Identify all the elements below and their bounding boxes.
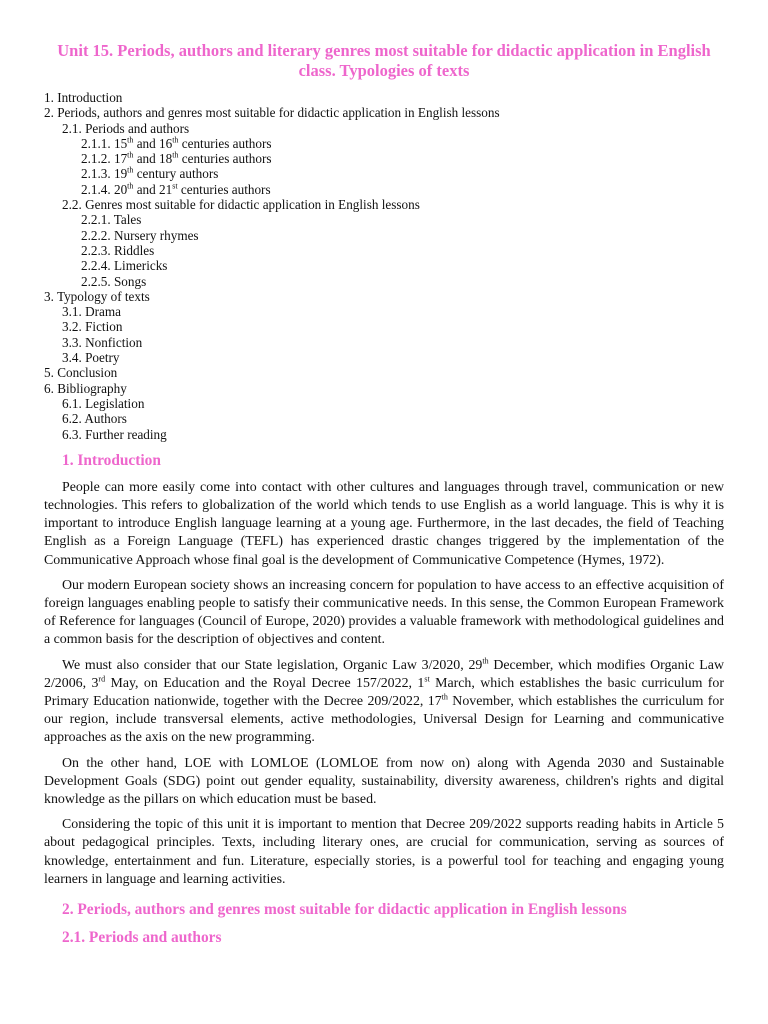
toc-item <box>44 151 724 166</box>
toc-item: 6.3. Further reading <box>62 426 167 442</box>
paragraph-sup: st <box>424 674 430 684</box>
toc-text: and 18 <box>133 151 173 167</box>
toc-item: 2.2.5. Songs <box>81 273 147 289</box>
toc-text: 2.1.4. 20 <box>81 181 128 197</box>
paragraph-sup: th <box>482 656 489 666</box>
toc-item <box>44 182 724 197</box>
section-heading-introduction: 1. Introduction <box>62 451 161 469</box>
toc-item: 3. Typology of texts <box>44 288 150 304</box>
toc-item: 3.4. Poetry <box>62 350 120 366</box>
paragraph-3 <box>44 657 724 748</box>
toc-item: 2.2.1. Tales <box>81 212 142 228</box>
paragraph-text: December, which modifies Organic Law 2/2006, 3 <box>44 657 724 691</box>
toc-text: century authors <box>133 166 219 182</box>
toc-sup: th <box>127 135 134 145</box>
paragraph-text: November, which establishes the curriculum for our region, include transversal elements, active methodologies, Universal Design for Learning and communicative approaches as the axis on the new programming. <box>44 694 724 746</box>
toc-item: 2.2.3. Riddles <box>81 242 155 258</box>
toc-item: 2.2.2. Nursery rhymes <box>81 227 199 243</box>
toc-text: and 16 <box>133 135 173 151</box>
toc-item: 5. Conclusion <box>44 365 118 381</box>
toc-sup: th <box>172 135 179 145</box>
toc-item: 6.1. Legislation <box>62 395 145 411</box>
toc-sup: th <box>127 166 134 176</box>
table-of-contents <box>44 90 724 442</box>
paragraph-text: May, on Education and the Royal Decree 157/2022, 1 <box>105 675 425 691</box>
toc-text: centuries authors <box>177 181 271 197</box>
toc-sup: th <box>127 150 134 160</box>
toc-sup: th <box>127 181 134 191</box>
paragraph-text: We must also consider that our State legislation, Organic Law 3/2020, 29 <box>62 657 483 673</box>
toc-item: 3.2. Fiction <box>62 319 123 335</box>
paragraph-1: People can more easily come into contact with other cultures and languages through travel, communication or new technologies. This refers to globalization of the world which tends to use English as a world language. This is why it is important to introduce English language learning at a young age. Furthermore, in the last decades, the field of Teaching English as a Foreign Language (TEFL) has experienced drastic changes triggered by the implementation of the Communicative Approach whose final goal is the development of Communicative Competence (Hymes, 1972). <box>44 479 724 568</box>
toc-item: 6. Bibliography <box>44 380 127 396</box>
toc-item <box>44 136 724 151</box>
toc-text: and 21 <box>133 181 173 197</box>
toc-sup: th <box>172 150 179 160</box>
toc-item: 2. Periods, authors and genres most suitable for didactic application in English lessons <box>44 105 500 121</box>
section-heading-periods-authors-genres: 2. Periods, authors and genres most suitable for didactic application in English lessons <box>62 901 627 919</box>
paragraph-4: On the other hand, LOE with LOMLOE (LOMLOE from now on) along with Agenda 2030 and Sustainable Development Goals (SDG) point out gender equality, sustainability, diversity awareness, children's rights and digital knowledge as the pillars on which education must be based. <box>44 755 724 808</box>
toc-item: 2.2. Genres most suitable for didactic application in English lessons <box>62 197 420 213</box>
toc-item: 1. Introduction <box>44 90 123 105</box>
toc-text: 2.1.2. 17 <box>81 151 128 167</box>
toc-item: 3.3. Nonfiction <box>62 334 143 350</box>
toc-text: centuries authors <box>178 135 272 151</box>
toc-text: centuries authors <box>178 151 272 167</box>
document-title: Unit 15. Periods, authors and literary genres most suitable for didactic application in English class. Typologies of texts <box>57 41 711 80</box>
paragraph-sup: th <box>441 692 448 702</box>
toc-item: 2.1. Periods and authors <box>62 120 190 136</box>
toc-text: 2.1.3. 19 <box>81 166 128 182</box>
paragraph-sup: rd <box>98 674 106 684</box>
paragraph-2: Our modern European society shows an increasing concern for population to have access to an effective acquisition of foreign languages enabling people to satisfy their communicative needs. In this sense, the Common European Framework of Reference for languages (Council of Europe, 2020) provides a valuable framework with methodological guidelines and a common basis for the description of objectives and content. <box>44 577 724 648</box>
toc-item: 3.1. Drama <box>62 304 121 320</box>
toc-item: 6.2. Authors <box>62 411 127 427</box>
toc-item: 2.2.4. Limericks <box>81 258 168 274</box>
toc-sup: st <box>172 181 178 191</box>
paragraph-text: March, which establishes the basic curriculum for Primary Education nationwide, together with the Decree 209/2022, 17 <box>44 675 724 710</box>
toc-item <box>44 166 724 181</box>
subsection-heading-periods-authors: 2.1. Periods and authors <box>62 929 222 947</box>
toc-text: 2.1.1. 15 <box>81 135 128 151</box>
paragraph-5: Considering the topic of this unit it is important to mention that Decree 209/2022 supports reading habits in Article 5 about pedagogical principles. Texts, including literary ones, are crucial for communication, serving as sources of knowledge, entertainment and fun. Literature, especially stories, is a powerful tool for teaching and engaging young learners in language and learning activities. <box>44 817 724 887</box>
